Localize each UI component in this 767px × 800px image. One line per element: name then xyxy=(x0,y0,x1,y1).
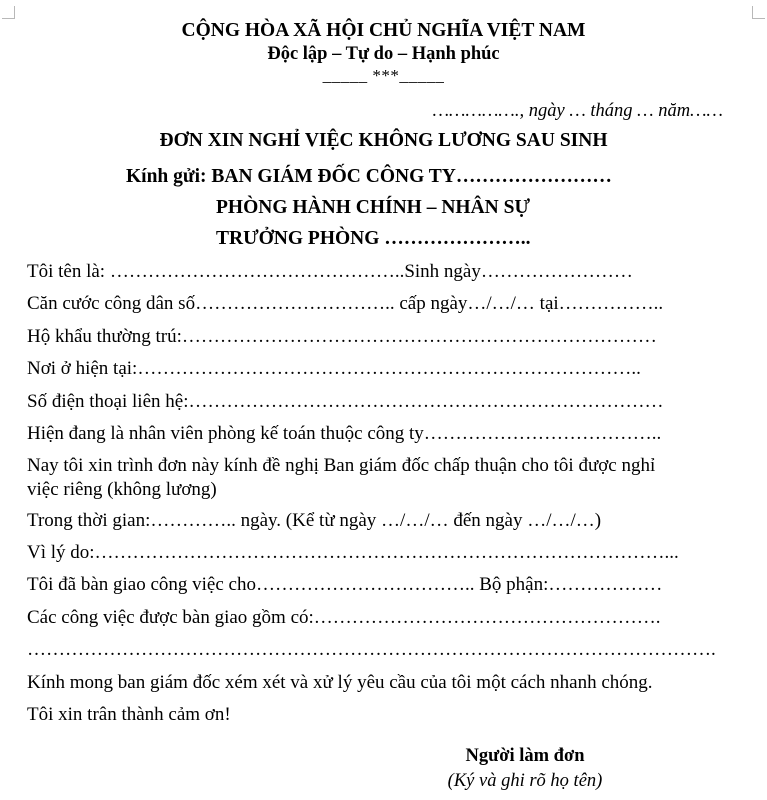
recipient-line-1: Kính gửi: BAN GIÁM ĐỐC CÔNG TY…………………… xyxy=(126,166,612,187)
date-line: ……………., ngày … tháng … năm…… xyxy=(432,101,723,121)
field-name: Tôi tên là: ………………………………………..Sinh ngày…………………… xyxy=(27,261,633,282)
field-id-card: Căn cước công dân số………………………….. cấp ngày…/…/… tại…………….. xyxy=(27,293,664,314)
request-paragraph-line-2: việc riêng (không lương) xyxy=(27,479,217,500)
field-phone: Số điện thoại liên hệ:………………………………………………………………… xyxy=(27,391,664,412)
field-current-address: Nơi ở hiện tại:…………………………………………………………………….. xyxy=(27,358,641,379)
field-handover: Tôi đã bàn giao công việc cho…………………………….. Bộ phận:……………… xyxy=(27,574,663,595)
header-separator: _____ ***_____ xyxy=(322,66,445,85)
field-reason: Vì lý do:………………………………………………………………………………... xyxy=(27,542,679,563)
document-title: ĐƠN XIN NGHỈ VIỆC KHÔNG LƯƠNG SAU SINH xyxy=(159,130,608,151)
signature-label: Người làm đơn xyxy=(465,746,585,766)
field-tasks-continued: ………………………………………………………………………………………………. xyxy=(27,639,716,660)
national-motto: Độc lập – Tự do – Hạnh phúc xyxy=(267,44,500,64)
closing-request: Kính mong ban giám đốc xém xét và xử lý yêu cầu của tôi một cách nhanh chóng. xyxy=(27,672,653,693)
recipient-line-3: TRƯỞNG PHÒNG ………………….. xyxy=(216,228,531,249)
page-corner-mark-left xyxy=(2,6,15,19)
request-paragraph-line-1: Nay tôi xin trình đơn này kính đề nghị Ban giám đốc chấp thuận cho tôi được nghỉ xyxy=(27,455,656,476)
field-tasks: Các công việc được bàn giao gồm có:………………………………………………. xyxy=(27,607,661,628)
field-position: Hiện đang là nhân viên phòng kế toán thuộc công ty……………………………….. xyxy=(27,423,662,444)
thanks-line: Tôi xin trân thành cảm ơn! xyxy=(27,704,231,725)
national-title: CỘNG HÒA XÃ HỘI CHỦ NGHĨA VIỆT NAM xyxy=(181,20,586,41)
signature-note: (Ký và ghi rõ họ tên) xyxy=(447,771,603,791)
page-corner-mark-right xyxy=(752,6,765,19)
field-residence: Hộ khẩu thường trú:………………………………………………………………… xyxy=(27,326,657,347)
field-duration: Trong thời gian:………….. ngày. (Kể từ ngày …/…/… đến ngày …/…/…) xyxy=(27,510,602,531)
recipient-line-2: PHÒNG HÀNH CHÍNH – NHÂN SỰ xyxy=(216,197,530,218)
